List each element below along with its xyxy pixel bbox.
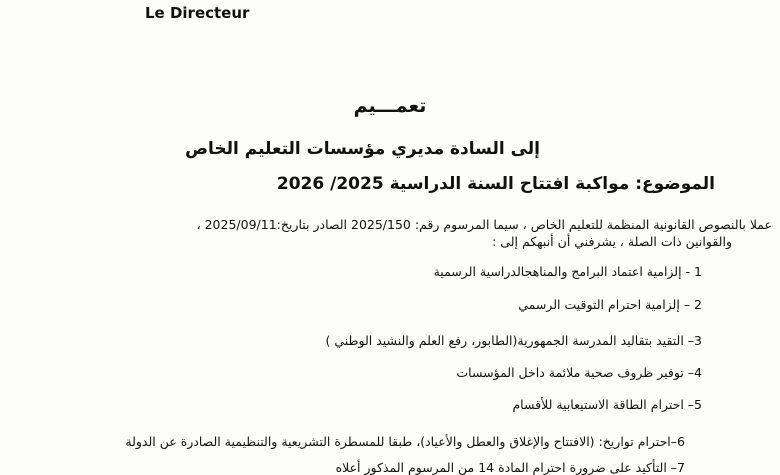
list-item: 2 – إلزامية احترام التوقيت الرسمي — [518, 297, 702, 312]
subject-line: الموضوع: مواكبة افتتاح السنة الدراسية 2025/ 2026 — [276, 174, 715, 194]
sender-title: Le Directeur — [145, 4, 250, 22]
list-item: 1 - إلزامية اعتماد البرامج والمناهجالدراسية الرسمية — [433, 264, 702, 279]
list-item: 3– التقيد بتقاليد المدرسة الجمهورية(الطابور، رفع العلم والنشيد الوطني ) — [325, 333, 702, 348]
addressee-line: إلى السادة مديري مؤسسات التعليم الخاص — [185, 139, 540, 159]
list-item: 5– احترام الطاقة الاستيعابية للأقسام — [512, 397, 702, 412]
intro-line-2: والقوانين ذات الصلة ، يشرفني أن أنبهكم إلى : — [492, 234, 732, 249]
list-item: 4– توفير ظروف صحية ملائمة داخل المؤسسات — [456, 365, 702, 380]
document-title: تعمـــيم — [353, 95, 427, 117]
list-item: 6–احترام تواريخ: (الافتتاح والإغلاق والعطل والأعياد)، طبقا للمسطرة التشريعية والتنظيمية الصادرة عن الدولة — [125, 434, 685, 449]
list-item: 7– التأكيد على ضرورة احترام المادة 14 من المرسوم المذكور أعلاه — [335, 460, 685, 475]
intro-line-1: عملا بالنصوص القانونية المنظمة للتعليم الخاص ، سيما المرسوم رقم: 2025/150 الصادر بتاريخ:2025/09/11 ، — [196, 217, 772, 232]
